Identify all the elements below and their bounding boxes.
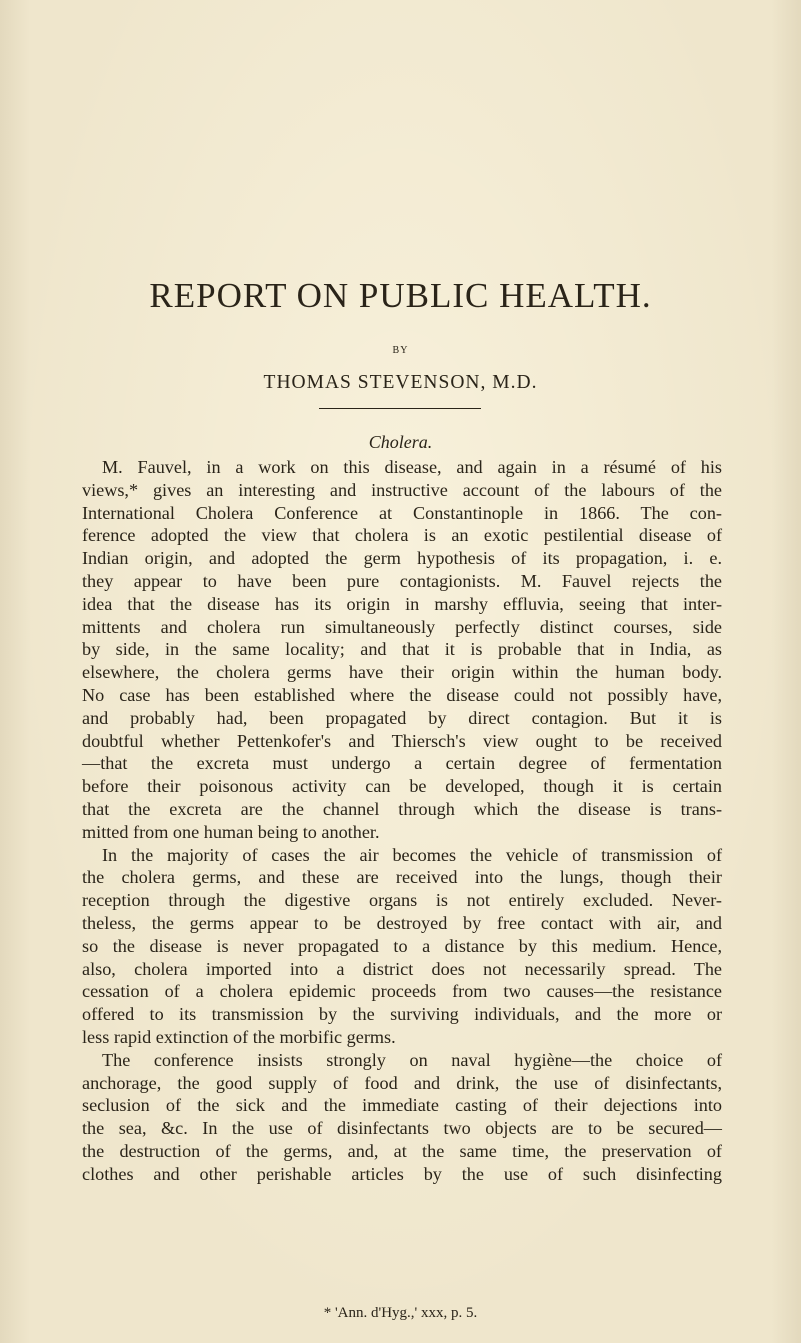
text-line: and probably had, been propagated by direct contagion. But it is: [82, 707, 722, 728]
text-line: mittents and cholera run simultaneously perfectly distinct courses, side: [82, 616, 722, 637]
page-title: REPORT ON PUBLIC HEALTH.: [149, 276, 652, 315]
text-line: the sea, &c. In the use of disinfectants two objects are to be secured—: [82, 1118, 722, 1139]
text-line: ference adopted the view that cholera is an exotic pestilential disease of: [82, 525, 722, 546]
text-line: No case has been established where the disease could not possibly have,: [82, 684, 722, 705]
text-line: cessation of a cholera epidemic proceeds from two causes—the resistance: [82, 981, 722, 1002]
text-line: before their poisonous activity can be developed, though it is certain: [82, 776, 722, 797]
text-line: they appear to have been pure contagionists. M. Fauvel rejects the: [82, 570, 722, 591]
text-line: the destruction of the germs, and, at the same time, the preservation of: [82, 1140, 722, 1161]
text-line: doubtful whether Pettenkofer's and Thiersch's view ought to be received: [82, 730, 722, 751]
text-line: also, cholera imported into a district does not necessarily spread. The: [82, 958, 722, 979]
byline-label: BY: [392, 345, 409, 356]
text-line: the cholera germs, and these are received into the lungs, though their: [82, 867, 722, 888]
text-line: M. Fauvel, in a work on this disease, and again in a résumé of his: [102, 457, 722, 477]
section-heading: Cholera.: [368, 432, 433, 452]
text-line: views,* gives an interesting and instructive account of the labours of the: [82, 479, 722, 500]
text-line: seclusion of the sick and the immediate casting of their dejections into: [82, 1095, 722, 1116]
text-line: that the excreta are the channel through which the disease is trans-: [82, 798, 722, 819]
text-line: less rapid extinction of the morbific germs.: [82, 1026, 396, 1047]
footnote: * 'Ann. d'Hyg.,' xxx, p. 5.: [323, 1305, 478, 1321]
text-line: elsewhere, the cholera germs have their origin within the human body.: [82, 662, 722, 683]
text-line: International Cholera Conference at Constantinople in 1866. The con-: [82, 502, 722, 523]
text-line: clothes and other perishable articles by the use of such disinfecting: [82, 1163, 722, 1184]
text-line: theless, the germs appear to be destroyed by free contact with air, and: [82, 912, 722, 933]
text-line: reception through the digestive organs is not entirely excluded. Never-: [82, 890, 722, 911]
text-line: offered to its transmission by the surviving individuals, and the more or: [82, 1004, 722, 1025]
text-line: —that the excreta must undergo a certain degree of fermentation: [82, 753, 722, 774]
text-line: so the disease is never propagated to a distance by this medium. Hence,: [82, 935, 722, 956]
text-line: by side, in the same locality; and that it is probable that in India, as: [82, 639, 722, 660]
text-line: mitted from one human being to another.: [82, 821, 380, 842]
body-text: [82, 456, 722, 1186]
text-line: The conference insists strongly on naval hygiène—the choice of: [102, 1049, 722, 1070]
text-line: idea that the disease has its origin in marshy effluvia, seeing that inter-: [82, 593, 722, 614]
text-line: In the majority of cases the air becomes the vehicle of transmission of: [102, 844, 722, 865]
author-name: THOMAS STEVENSON, M.D.: [263, 372, 538, 393]
text-line: Indian origin, and adopted the germ hypothesis of its propagation, i. e.: [82, 548, 722, 569]
title-divider: [319, 408, 481, 409]
text-line: anchorage, the good supply of food and drink, the use of disinfectants,: [82, 1072, 722, 1093]
